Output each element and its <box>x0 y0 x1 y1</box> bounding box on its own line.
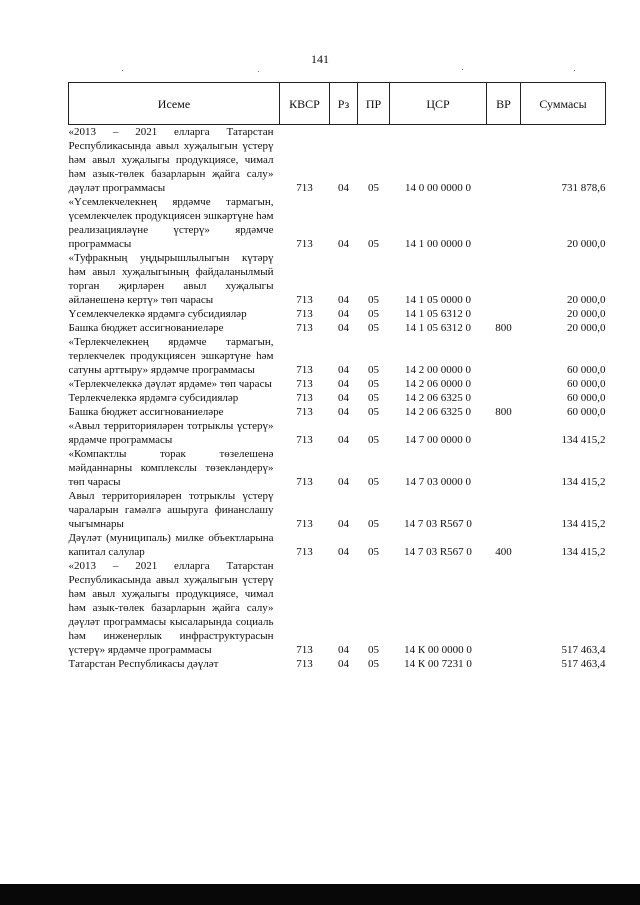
header-name: Исеме <box>69 83 280 125</box>
header-kvsr: КВСР <box>280 83 330 125</box>
page-number: 141 <box>311 52 329 66</box>
row-name: Дәүләт (муниципаль) милке объектларына капитал салулар <box>68 532 274 558</box>
table-row <box>69 405 606 419</box>
row-vr <box>487 489 521 531</box>
row-name: «Терлекчелекнең ярдәмче тармагын, терлекчелек продукциясен эшкәртүне һәм сатуны арттыру» ярдәмче программасы <box>68 336 274 376</box>
table-row <box>69 335 606 377</box>
row-sum: 60 000,0 <box>567 392 606 404</box>
table-row <box>69 195 606 251</box>
table-row <box>69 419 606 447</box>
row-sum: 134 415,2 <box>561 476 606 488</box>
table-row <box>69 251 606 307</box>
row-csr: 14 К 00 7231 0 <box>404 658 472 670</box>
row-vr <box>487 377 521 391</box>
row-sum: 60 000,0 <box>567 364 606 376</box>
row-rz: 04 <box>338 294 349 306</box>
row-rz: 04 <box>338 476 349 488</box>
row-vr: 400 <box>495 546 512 558</box>
row-name: «2013 – 2021 елларга Татарстан Республикасында авыл хуҗалыгын үстерү һәм авыл хуҗалыгы продукциясе, чимал һәм азык-төлек базарларын җайга салу» дәүләт программасы <box>68 126 274 194</box>
row-vr <box>487 251 521 307</box>
scan-speck <box>258 71 259 72</box>
table-row <box>69 125 606 196</box>
row-csr: 14 2 06 0000 0 <box>405 378 471 390</box>
row-rz: 04 <box>338 378 349 390</box>
row-vr <box>487 391 521 405</box>
row-rz: 04 <box>338 518 349 530</box>
row-vr <box>487 335 521 377</box>
row-sum: 134 415,2 <box>561 434 606 446</box>
row-csr: 14 1 00 0000 0 <box>405 238 471 250</box>
row-name: Башка бюджет ассигнованиеләре <box>68 406 224 418</box>
row-kvsr: 713 <box>296 546 313 558</box>
table-row <box>69 657 606 671</box>
row-name: «Туфракның уңдырышлылыгын күтәрү һәм авыл хуҗалыгының файдаланылмый торган җирләрен авыл хуҗалыгы әйләнешенә кертү» төп чарасы <box>68 252 274 306</box>
table-row <box>69 391 606 405</box>
scan-speck <box>122 70 123 71</box>
row-csr: 14 2 00 0000 0 <box>405 364 471 376</box>
table-header <box>69 83 606 125</box>
row-pr: 05 <box>368 182 379 194</box>
row-kvsr: 713 <box>296 644 313 656</box>
row-sum: 134 415,2 <box>561 546 606 558</box>
table-row <box>69 307 606 321</box>
row-pr: 05 <box>368 238 379 250</box>
row-sum: 60 000,0 <box>567 406 606 418</box>
row-csr: 14 1 05 6312 0 <box>405 308 471 320</box>
row-csr: 14 7 03 R567 0 <box>404 518 472 530</box>
row-csr: 14 7 03 0000 0 <box>405 476 471 488</box>
row-pr: 05 <box>368 546 379 558</box>
row-name: «Үсемлекчелекнең ярдәмче тармагын, үсемлекчелек продукциясен эшкәртүне һәм реализацияләүне үстерү» ярдәмче программасы <box>68 196 274 250</box>
row-rz: 04 <box>338 364 349 376</box>
row-csr: 14 2 06 6325 0 <box>405 392 471 404</box>
row-kvsr: 713 <box>296 294 313 306</box>
row-name: Татарстан Республикасы дәүләт <box>68 658 219 670</box>
row-pr: 05 <box>368 364 379 376</box>
row-rz: 04 <box>338 644 349 656</box>
header-rz: Рз <box>330 83 358 125</box>
row-csr: 14 1 05 0000 0 <box>405 294 471 306</box>
row-pr: 05 <box>368 308 379 320</box>
row-name: «Компактлы торак төзелешенә мәйданнарны комплекслы төзекләндерү» төп чарасы <box>68 448 274 488</box>
row-rz: 04 <box>338 308 349 320</box>
row-vr <box>487 559 521 657</box>
row-kvsr: 713 <box>296 658 313 670</box>
scan-speck <box>462 69 463 70</box>
header-vr: ВР <box>487 83 521 125</box>
row-rz: 04 <box>338 182 349 194</box>
row-rz: 04 <box>338 434 349 446</box>
row-vr <box>487 125 521 196</box>
row-vr <box>487 657 521 671</box>
row-kvsr: 713 <box>296 434 313 446</box>
row-name: Авыл территорияләрен тотрыклы үстерү чараларын гамәлгә ашыруга финанслашу чыгымнары <box>68 490 274 530</box>
row-kvsr: 713 <box>296 364 313 376</box>
row-name: Терлекчелеккә ярдәмгә субсидияләр <box>68 392 239 404</box>
budget-table <box>68 82 606 671</box>
row-kvsr: 713 <box>296 322 313 334</box>
row-pr: 05 <box>368 294 379 306</box>
row-sum: 20 000,0 <box>567 294 606 306</box>
row-kvsr: 713 <box>296 182 313 194</box>
table-row <box>69 559 606 657</box>
row-sum: 20 000,0 <box>567 308 606 320</box>
row-kvsr: 713 <box>296 518 313 530</box>
row-csr: 14 2 06 6325 0 <box>405 406 471 418</box>
row-name: Башка бюджет ассигнованиеләре <box>68 322 224 334</box>
row-csr: 14 7 00 0000 0 <box>405 434 471 446</box>
row-rz: 04 <box>338 238 349 250</box>
row-sum: 20 000,0 <box>567 238 606 250</box>
row-sum: 20 000,0 <box>567 322 606 334</box>
row-kvsr: 713 <box>296 392 313 404</box>
scan-bottom-edge <box>0 884 640 905</box>
row-pr: 05 <box>368 644 379 656</box>
row-name: Үсемлекчелеккә ярдәмгә субсидияләр <box>68 308 247 320</box>
row-csr: 14 7 03 R567 0 <box>404 546 472 558</box>
row-pr: 05 <box>368 658 379 670</box>
row-csr: 14 К 00 0000 0 <box>404 644 472 656</box>
row-kvsr: 713 <box>296 238 313 250</box>
row-csr: 14 0 00 0000 0 <box>405 182 471 194</box>
row-vr <box>487 447 521 489</box>
table-row <box>69 447 606 489</box>
row-vr: 800 <box>495 322 512 334</box>
header-pr: ПР <box>358 83 390 125</box>
table-row <box>69 321 606 335</box>
row-pr: 05 <box>368 392 379 404</box>
header-csr: ЦСР <box>390 83 487 125</box>
row-sum: 60 000,0 <box>567 378 606 390</box>
row-name: «2013 – 2021 елларга Татарстан Республикасында авыл хуҗалыгын үстерү һәм авыл хуҗалыгы продукциясе, чимал һәм азык-төлек базарларын җайга салу» дәүләт программасы кысаларында социаль һәм инженерлык инфраструктурасын үстерү» ярдәмче программасы <box>68 560 274 656</box>
table-body <box>69 125 606 672</box>
row-rz: 04 <box>338 392 349 404</box>
row-kvsr: 713 <box>296 476 313 488</box>
row-pr: 05 <box>368 476 379 488</box>
row-vr <box>487 419 521 447</box>
scan-speck <box>574 70 575 71</box>
header-sum: Суммасы <box>521 83 606 125</box>
row-pr: 05 <box>368 434 379 446</box>
row-rz: 04 <box>338 546 349 558</box>
row-kvsr: 713 <box>296 378 313 390</box>
row-vr <box>487 195 521 251</box>
row-kvsr: 713 <box>296 406 313 418</box>
row-vr <box>487 307 521 321</box>
row-sum: 134 415,2 <box>561 518 606 530</box>
row-csr: 14 1 05 6312 0 <box>405 322 471 334</box>
row-pr: 05 <box>368 406 379 418</box>
row-pr: 05 <box>368 322 379 334</box>
table-row <box>69 489 606 531</box>
row-sum: 517 463,4 <box>561 658 606 670</box>
row-kvsr: 713 <box>296 308 313 320</box>
row-sum: 731 878,6 <box>561 182 606 194</box>
row-rz: 04 <box>338 658 349 670</box>
row-name: «Авыл территорияләрен тотрыклы үстерү» ярдәмче программасы <box>68 420 274 446</box>
row-rz: 04 <box>338 406 349 418</box>
table-row <box>69 531 606 559</box>
table-row <box>69 377 606 391</box>
row-pr: 05 <box>368 518 379 530</box>
row-name: «Терлекчелеккә дәүләт ярдәме» төп чарасы <box>68 378 272 390</box>
row-rz: 04 <box>338 322 349 334</box>
row-sum: 517 463,4 <box>561 644 606 656</box>
row-pr: 05 <box>368 378 379 390</box>
row-vr: 800 <box>495 406 512 418</box>
